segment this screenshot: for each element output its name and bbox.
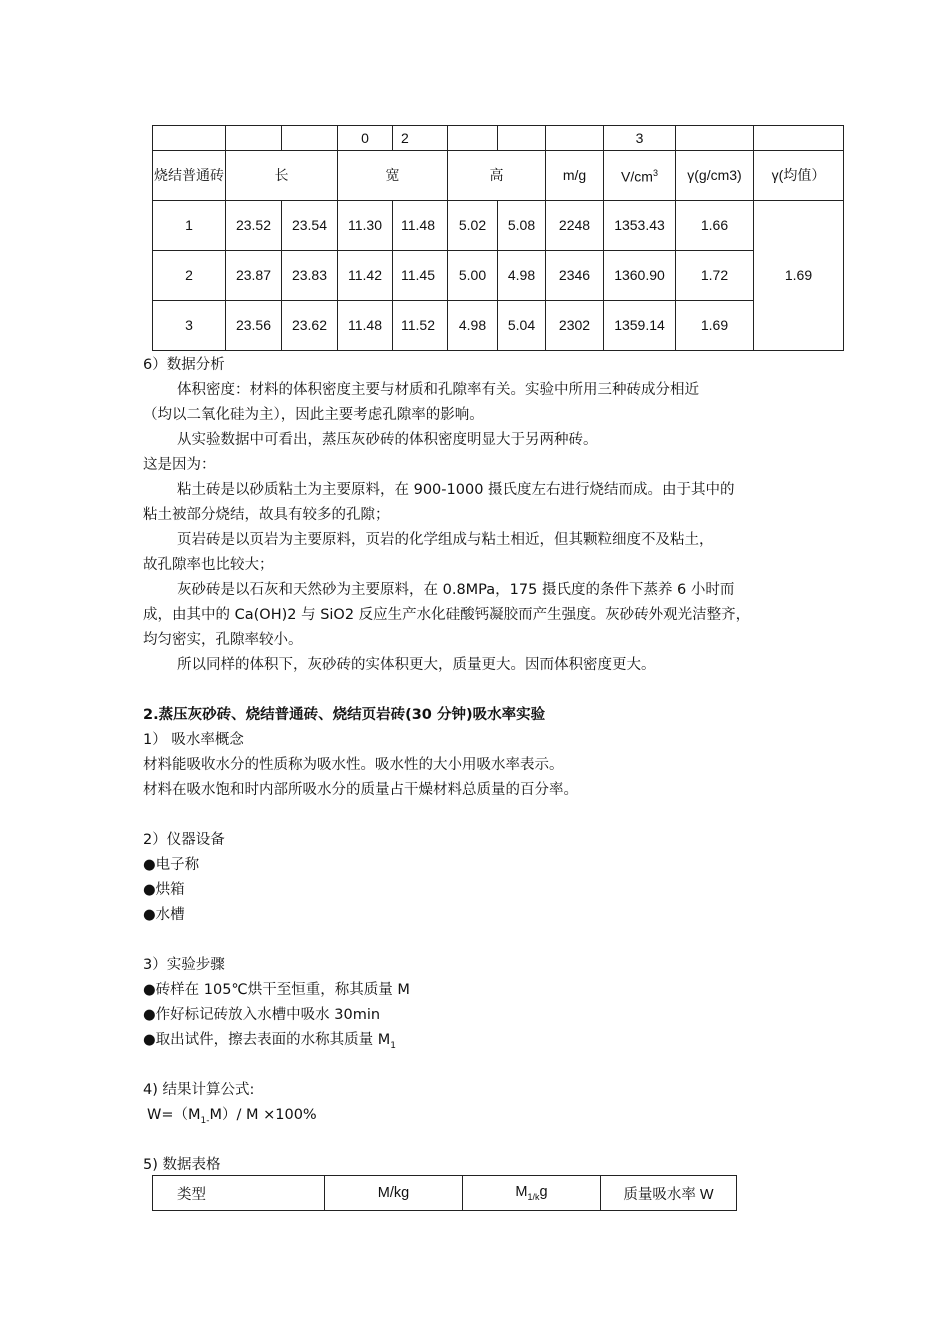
header-type: 烧结普通砖: [153, 151, 226, 201]
header-length: 长: [226, 151, 338, 201]
paragraph: 体积密度：材料的体积密度主要与材质和孔隙率有关。实验中所用三种砖成分相近: [177, 382, 699, 398]
subheading: 1） 吸水率概念: [143, 732, 244, 748]
table-header-row: [153, 1176, 737, 1211]
table-row: 3 23.56 23.62 11.48 11.52 4.98 5.04 2302 1359.14 1.69: [153, 301, 844, 351]
paragraph: 粘土被部分烧结，故具有较多的孔隙；: [143, 507, 390, 523]
list-item: ●作好标记砖放入水槽中吸水 30min: [143, 1007, 381, 1023]
paragraph: 故孔隙率也比较大；: [143, 557, 274, 573]
paragraph: 灰砂砖是以石灰和天然砂为主要原料，在 0.8MPa，175 摄氏度的条件下蒸养 6 小时而: [177, 582, 735, 598]
section-title: 2.蒸压灰砂砖、烧结普通砖、烧结页岩砖(30 分钟)吸水率实验: [143, 707, 546, 723]
analysis-section: [143, 353, 823, 678]
table-row: 2 23.87 23.83 11.42 11.45 5.00 4.98 2346 1360.90 1.72: [153, 251, 844, 301]
subheading: 2）仪器设备: [143, 832, 225, 848]
subheading: 5) 数据表格: [143, 1157, 221, 1173]
paragraph: （均以二氧化硅为主），因此主要考虑孔隙率的影响。: [143, 407, 484, 423]
paragraph: 均匀密实，孔隙率较小。: [143, 632, 303, 648]
header-mass-dry: M/kg: [325, 1176, 463, 1211]
header-density: γ(g/cm3): [676, 151, 754, 201]
absorption-section: [143, 703, 823, 1178]
table-row: 1 23.52 23.54 11.30 11.48 5.02 5.08 2248 1353.43 1.66 1.69: [153, 201, 844, 251]
list-item: ●砖样在 105℃烘干至恒重，称其质量 M: [143, 982, 410, 998]
density-average-cell: 1.69: [754, 201, 844, 351]
header-type: 类型: [153, 1176, 325, 1211]
list-item: ●烘箱: [143, 882, 185, 898]
absorption-table: [152, 1175, 737, 1211]
subheading: 3）实验步骤: [143, 957, 225, 973]
paragraph: 页岩砖是以页岩为主要原料，页岩的化学组成与粘土相近，但其颗粒细度不及粘土，: [177, 532, 714, 548]
section-heading: 6）数据分析: [143, 357, 225, 373]
paragraph: 这是因为：: [143, 457, 216, 473]
list-item: ●水槽: [143, 907, 185, 923]
header-volume: $V/cm^3$: [604, 151, 676, 201]
header-mass: m/g: [546, 151, 604, 201]
list-item: ●取出试件，擦去表面的水称其质量 $M_1$: [143, 1032, 397, 1051]
list-item: ●电子称: [143, 857, 200, 873]
header-absorption-rate: 质量吸水率 W: [601, 1176, 737, 1211]
header-density-avg: γ(均值）: [754, 151, 844, 201]
paragraph: 材料能吸收水分的性质称为吸水性。吸水性的大小用吸水率表示。: [143, 757, 564, 773]
paragraph: 粘土砖是以砂质粘土为主要原料，在 900-1000 摄氏度左右进行烧结而成。由于其中的: [177, 482, 735, 498]
header-mass-wet: $M_{1/k}g$: [463, 1176, 601, 1211]
paragraph: 成，由其中的 Ca(OH)2 与 SiO2 反应生产水化硅酸钙凝胶而产生强度。灰砂砖外观光洁整齐，: [143, 607, 751, 623]
paragraph: 从实验数据中可看出，蒸压灰砂砖的体积密度明显大于另两种砖。: [177, 432, 598, 448]
paragraph: 所以同样的体积下，灰砂砖的实体积更大，质量更大。因而体积密度更大。: [177, 657, 656, 673]
table-header-row: [153, 151, 844, 201]
paragraph: 材料在吸水饱和时内部所吸水分的质量占干燥材料总质量的百分率。: [143, 782, 578, 798]
header-height: 高: [448, 151, 546, 201]
header-width: 宽: [338, 151, 448, 201]
table-row: 0 2 3: [153, 126, 844, 151]
subheading: 4) 结果计算公式:: [143, 1082, 255, 1098]
brick-density-table: [152, 125, 844, 351]
formula: $W=(M_{1-}M)/$ M ×100%: [147, 1107, 317, 1126]
